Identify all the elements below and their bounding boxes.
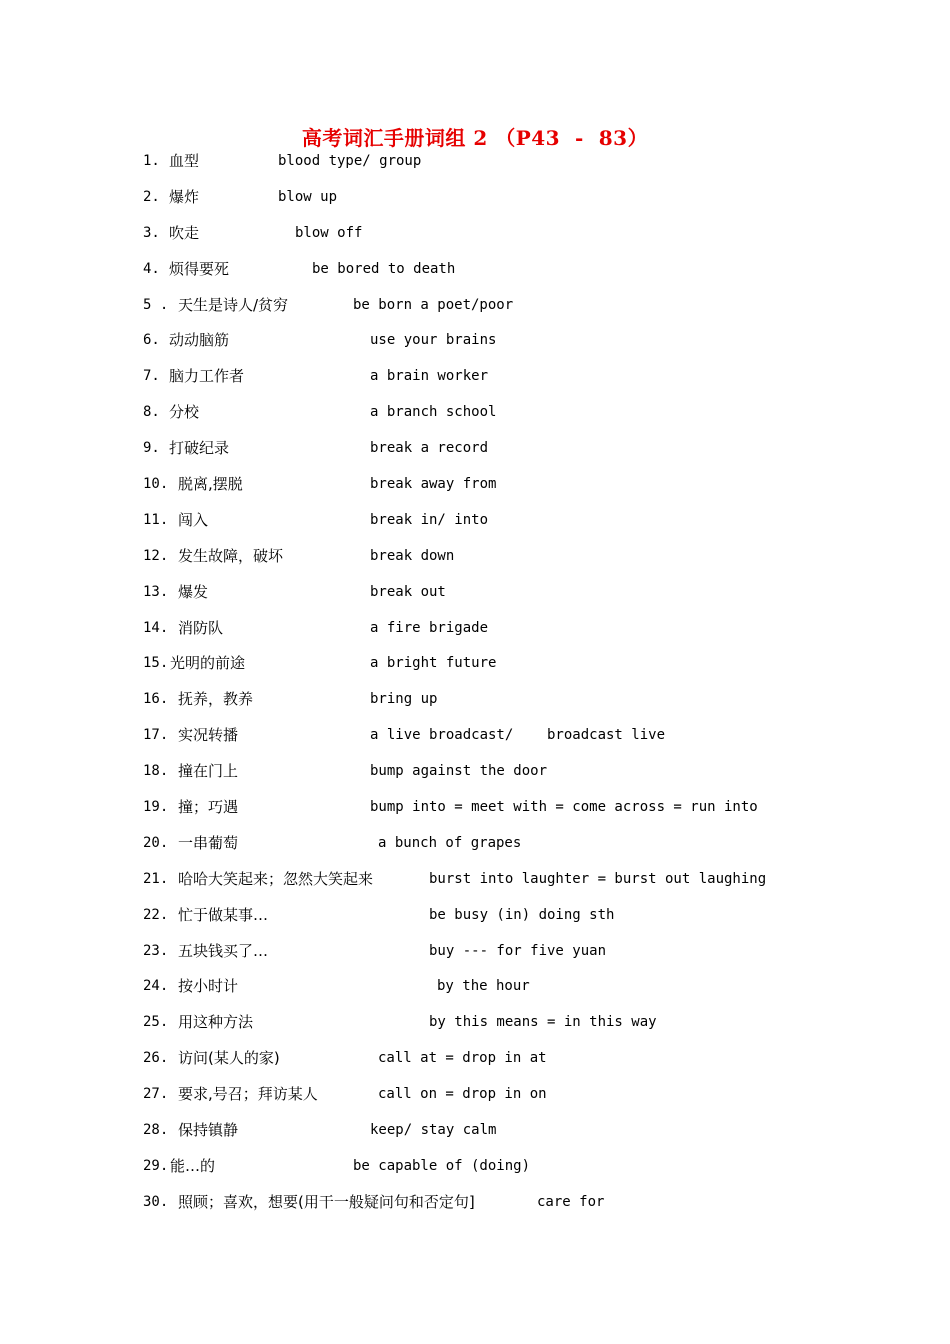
chinese-term: 发生故障，破坏 <box>178 546 284 565</box>
item-number: 5 . <box>143 296 169 313</box>
chinese-term: 吹走 <box>169 223 200 242</box>
english-phrase: use your brains <box>370 332 497 349</box>
english-phrase: break down <box>370 547 455 564</box>
chinese-term: 血型 <box>169 152 200 170</box>
list-item <box>143 1047 843 1083</box>
list-item <box>143 222 843 258</box>
page-title: 高考词汇手册词组 2 （P43 - 83） <box>301 126 649 150</box>
english-phrase: blood type/ group <box>278 153 422 169</box>
list-item <box>143 473 843 509</box>
chinese-term: 哈哈大笑起来；忽然大笑起来 <box>178 869 374 888</box>
list-item <box>143 365 843 401</box>
item-number: 1. <box>143 153 160 169</box>
english-phrase: blow off <box>295 224 363 241</box>
list-item <box>143 868 843 904</box>
list-item <box>143 1119 843 1155</box>
english-phrase: bump into = meet with = come across = run into <box>370 799 758 816</box>
english-phrase: break out <box>370 583 446 600</box>
list-item <box>143 688 843 724</box>
item-number: 22. <box>143 906 169 923</box>
list-item <box>143 904 843 940</box>
list-item <box>143 940 843 976</box>
list-item <box>143 1191 843 1227</box>
chinese-term: 天生是诗人/贫穷 <box>178 295 289 314</box>
list-item <box>143 975 843 1011</box>
english-phrase: keep/ stay calm <box>370 1122 497 1139</box>
list-item <box>143 437 843 473</box>
list-item <box>143 581 843 617</box>
list-item <box>143 258 843 294</box>
list-item <box>143 652 843 688</box>
english-phrase: be bored to death <box>312 260 456 277</box>
chinese-term: 爆炸 <box>169 187 200 206</box>
list-item <box>143 1011 843 1047</box>
item-number: 27. <box>143 1086 169 1103</box>
list-item <box>143 401 843 437</box>
item-number: 29. <box>143 1157 169 1174</box>
item-number: 20. <box>143 834 169 851</box>
item-number: 23. <box>143 942 169 959</box>
item-number: 28. <box>143 1122 169 1139</box>
item-number: 10. <box>143 476 169 493</box>
item-number: 9. <box>143 440 160 457</box>
item-number: 21. <box>143 870 169 887</box>
chinese-term: 访问(某人的家) <box>178 1049 280 1068</box>
english-phrase: call at = drop in at <box>378 1050 547 1067</box>
english-phrase: bump against the door <box>370 763 548 780</box>
chinese-term: 五块钱买了… <box>178 941 269 960</box>
english-phrase: break away from <box>370 476 497 493</box>
item-number: 4. <box>143 260 160 277</box>
item-number: 14. <box>143 619 169 636</box>
english-phrase: be born a poet/poor <box>353 296 514 313</box>
item-number: 11. <box>143 511 169 528</box>
chinese-term: 抚养，教养 <box>178 690 254 709</box>
english-phrase: care for <box>537 1193 605 1210</box>
item-number: 19. <box>143 799 169 816</box>
english-phrase: burst into laughter = burst out laughing <box>429 870 767 887</box>
chinese-term: 脱离,摆脱 <box>178 475 243 494</box>
list-item <box>143 509 843 545</box>
chinese-term: 撞；巧遇 <box>178 798 239 817</box>
chinese-term: 消防队 <box>178 618 224 637</box>
vocab-list <box>143 150 843 1227</box>
list-item <box>143 832 843 868</box>
list-item <box>143 186 843 222</box>
item-number: 18. <box>143 763 169 780</box>
english-phrase: bring up <box>370 691 438 708</box>
item-number: 17. <box>143 727 169 744</box>
english-phrase: by the hour <box>437 978 530 995</box>
chinese-term: 爆发 <box>178 582 209 601</box>
english-phrase: break a record <box>370 440 489 457</box>
english-phrase: buy --- for five yuan <box>429 942 607 959</box>
item-number: 6. <box>143 332 160 349</box>
list-item <box>143 294 843 330</box>
item-number: 12. <box>143 547 169 564</box>
chinese-term: 脑力工作者 <box>169 367 245 386</box>
english-phrase: a brain worker <box>370 368 489 385</box>
chinese-term: 撞在门上 <box>178 762 239 781</box>
chinese-term: 能…的 <box>170 1156 216 1175</box>
list-item <box>143 1083 843 1119</box>
english-phrase: a live broadcast/ broadcast live <box>370 727 666 744</box>
item-number: 24. <box>143 978 169 995</box>
chinese-term: 保持镇静 <box>178 1121 239 1140</box>
item-number: 16. <box>143 691 169 708</box>
item-number: 2. <box>143 188 160 205</box>
chinese-term: 用这种方法 <box>178 1013 254 1032</box>
chinese-term: 按小时计 <box>178 977 239 996</box>
chinese-term: 一串葡萄 <box>178 833 239 852</box>
english-phrase: a fire brigade <box>370 619 489 636</box>
list-item <box>143 150 843 186</box>
chinese-term: 要求,号召；拜访某人 <box>178 1085 318 1104</box>
chinese-term: 照顾；喜欢，想要(用干一般疑问句和否定句] <box>178 1192 475 1211</box>
english-phrase: a branch school <box>370 404 497 421</box>
english-phrase: be capable of (doing) <box>353 1157 531 1174</box>
list-item <box>143 329 843 365</box>
chinese-term: 烦得要死 <box>169 259 230 278</box>
item-number: 3. <box>143 224 160 241</box>
chinese-term: 实况转播 <box>178 726 239 745</box>
list-item <box>143 760 843 796</box>
list-item <box>143 796 843 832</box>
english-phrase: a bunch of grapes <box>378 834 522 851</box>
item-number: 25. <box>143 1014 169 1031</box>
chinese-term: 分校 <box>169 403 200 422</box>
list-item <box>143 617 843 653</box>
chinese-term: 光明的前途 <box>170 654 246 673</box>
item-number: 15. <box>143 655 169 672</box>
chinese-term: 动动脑筋 <box>169 331 230 350</box>
list-item <box>143 724 843 760</box>
english-phrase: break in/ into <box>370 511 489 528</box>
chinese-term: 忙于做某事… <box>178 905 269 924</box>
chinese-term: 打破纪录 <box>169 439 230 458</box>
list-item <box>143 545 843 581</box>
chinese-term: 闯入 <box>178 510 209 529</box>
item-number: 26. <box>143 1050 169 1067</box>
item-number: 13. <box>143 583 169 600</box>
english-phrase: call on = drop in on <box>378 1086 547 1103</box>
list-item <box>143 1155 843 1191</box>
item-number: 8. <box>143 404 160 421</box>
english-phrase: blow up <box>278 188 338 205</box>
item-number: 7. <box>143 368 160 385</box>
english-phrase: a bright future <box>370 655 497 672</box>
english-phrase: be busy (in) doing sth <box>429 906 615 923</box>
english-phrase: by this means = in this way <box>429 1014 657 1031</box>
item-number: 30. <box>143 1193 169 1210</box>
